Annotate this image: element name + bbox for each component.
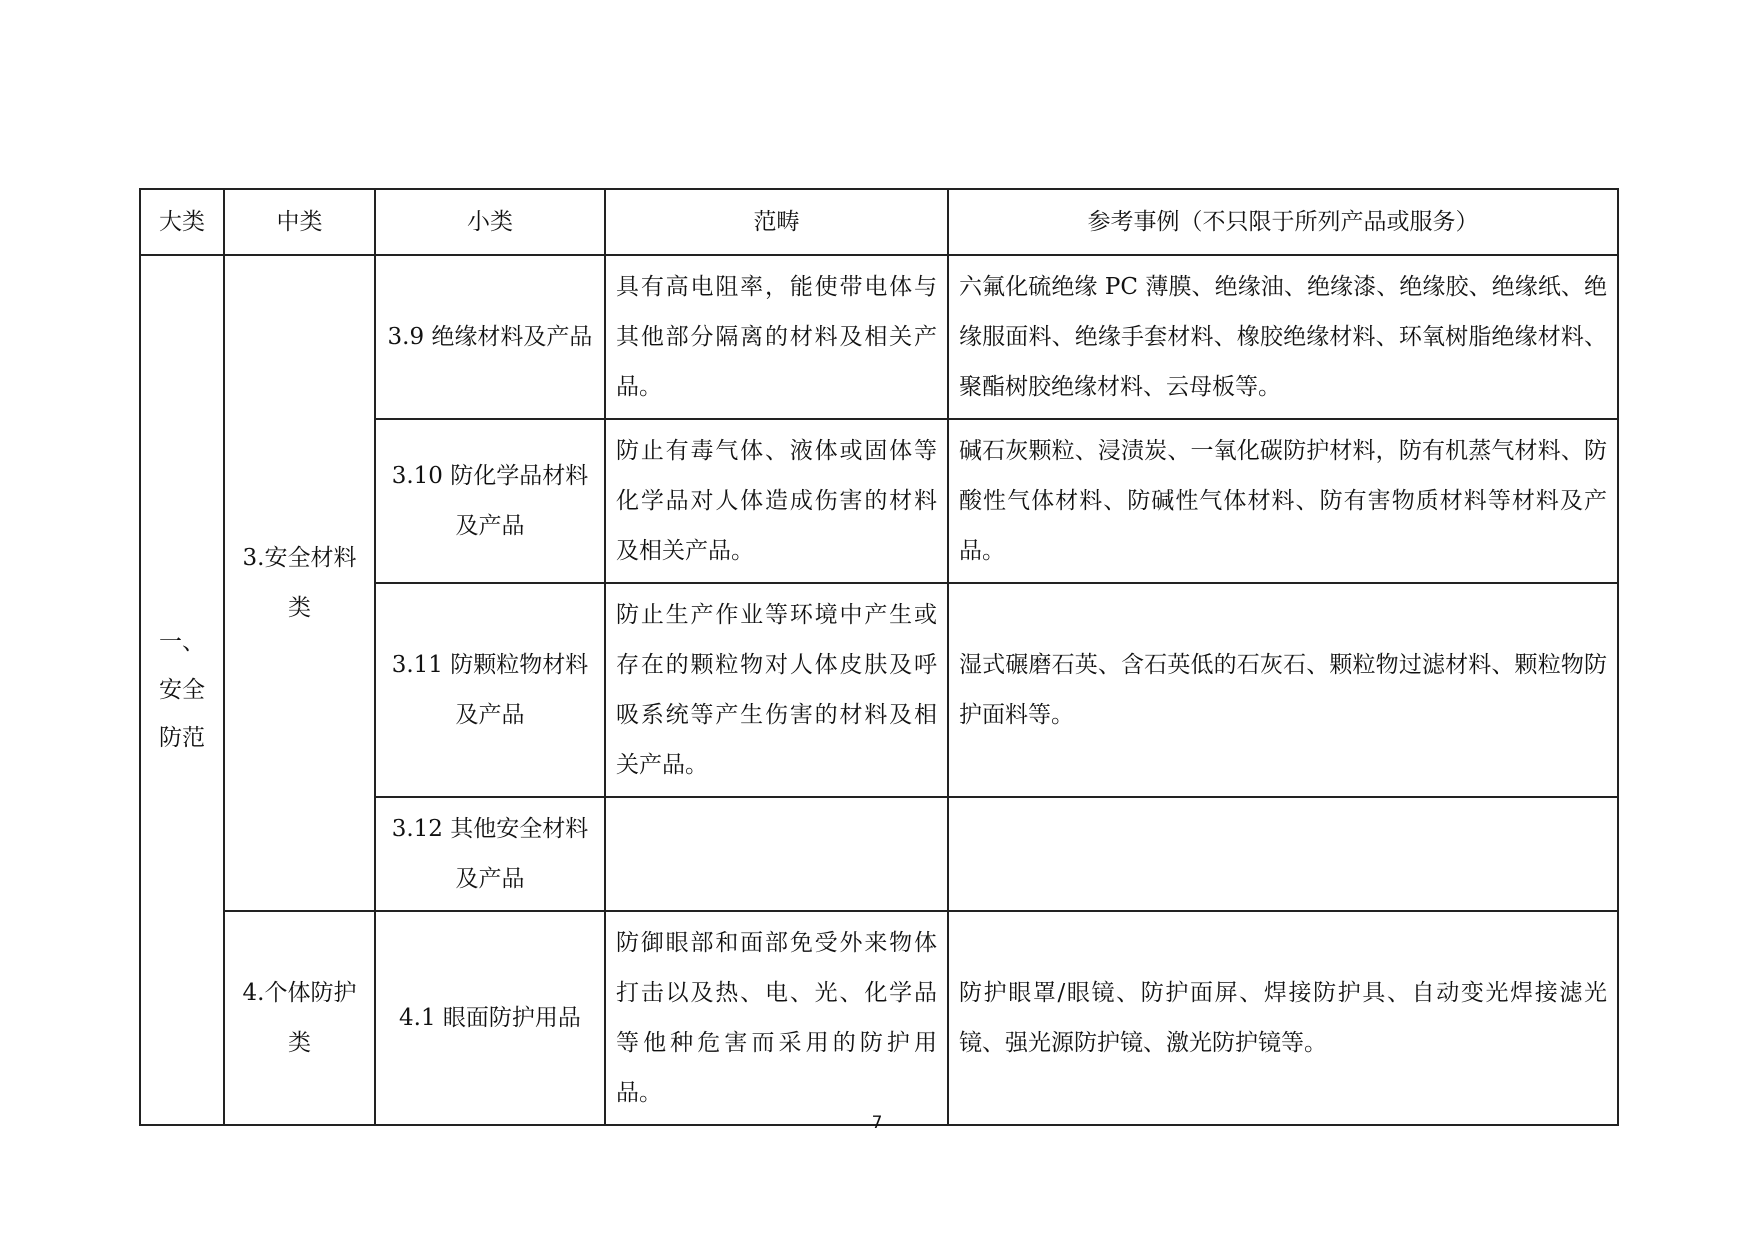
- examples-cell: 湿式碾磨石英、含石英低的石灰石、颗粒物过滤材料、颗粒物防护面料等。: [948, 583, 1618, 797]
- classification-table: [139, 188, 1619, 1126]
- sub-category: 3.9 绝缘材料及产品: [375, 255, 605, 419]
- scope-cell: [605, 797, 948, 911]
- sub-category: 3.11 防颗粒物材料及产品: [375, 583, 605, 797]
- examples-cell: [948, 797, 1618, 911]
- sub-category: 3.12 其他安全材料及产品: [375, 797, 605, 911]
- scope-cell: 防止生产作业等环境中产生或存在的颗粒物对人体皮肤及呼吸系统等产生伤害的材料及相关产品。: [605, 583, 948, 797]
- header-scope: 范畴: [605, 189, 948, 255]
- header-sub: 小类: [375, 189, 605, 255]
- table-row: [140, 255, 1618, 419]
- examples-cell: 碱石灰颗粒、浸渍炭、一氧化碳防护材料，防有机蒸气材料、防酸性气体材料、防碱性气体材料、防有害物质材料等材料及产品。: [948, 419, 1618, 583]
- mid-category: 3.安全材料类: [224, 255, 375, 911]
- table-row: [140, 911, 1618, 1125]
- scope-cell: 具有高电阻率，能使带电体与其他部分隔离的材料及相关产品。: [605, 255, 948, 419]
- sub-category: 3.10 防化学品材料及产品: [375, 419, 605, 583]
- examples-cell: 六氟化硫绝缘 PC 薄膜、绝缘油、绝缘漆、绝缘胶、绝缘纸、绝缘服面料、绝缘手套材料、橡胶绝缘材料、环氧树脂绝缘材料、聚酯树胶绝缘材料、云母板等。: [948, 255, 1618, 419]
- page-number: 7: [871, 1113, 883, 1133]
- header-row: [140, 189, 1618, 255]
- header-examples: 参考事例（不只限于所列产品或服务）: [948, 189, 1618, 255]
- sub-category: 4.1 眼面防护用品: [375, 911, 605, 1125]
- major-category: 一、安全防范: [140, 255, 224, 1125]
- header-mid: 中类: [224, 189, 375, 255]
- examples-cell: 防护眼罩/眼镜、防护面屏、焊接防护具、自动变光焊接滤光镜、强光源防护镜、激光防护镜等。: [948, 911, 1618, 1125]
- scope-cell: 防止有毒气体、液体或固体等化学品对人体造成伤害的材料及相关产品。: [605, 419, 948, 583]
- scope-cell: 防御眼部和面部免受外来物体打击以及热、电、光、化学品等他种危害而采用的防护用品。: [605, 911, 948, 1125]
- mid-category: 4.个体防护类: [224, 911, 375, 1125]
- header-major: 大类: [140, 189, 224, 255]
